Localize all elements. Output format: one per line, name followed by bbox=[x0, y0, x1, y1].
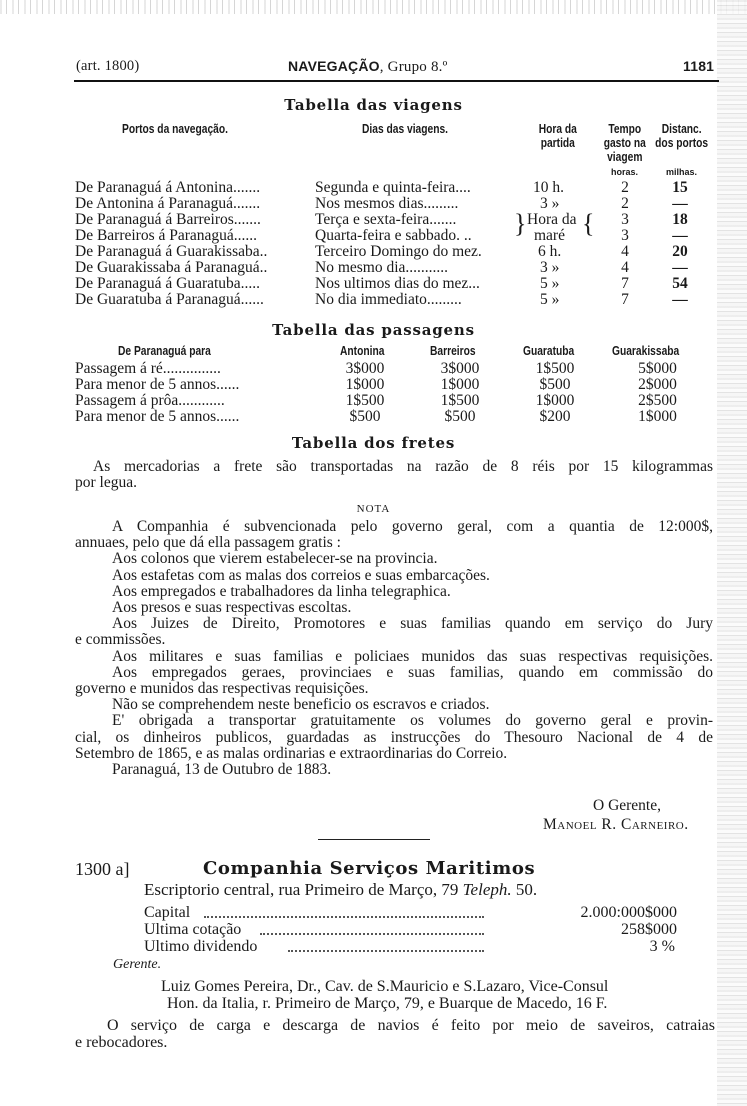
price: $500 bbox=[444, 408, 476, 425]
manager-line: Luiz Gomes Pereira, Dr., Cav. de S.Mauricio e S.Lazaro, Vice-Consul bbox=[161, 978, 609, 995]
nota-title: NOTA bbox=[356, 503, 391, 515]
porto: De Antonina á Paranaguá....... bbox=[75, 195, 261, 212]
nota-body bbox=[75, 519, 713, 778]
dias: Segunda e quinta-feira.... bbox=[315, 179, 471, 196]
hora: 5 » bbox=[540, 291, 560, 308]
text-line: Aos presos e suas respectivas escoltas. bbox=[112, 600, 352, 617]
tempo: 4 bbox=[621, 243, 629, 260]
hora: 5 » bbox=[540, 275, 560, 292]
scan-top-edge bbox=[0, 0, 747, 14]
price: 5$000 bbox=[638, 360, 677, 377]
tempo: 2 bbox=[621, 195, 629, 212]
text-line: Aos estafetas com as malas dos correios e suas embarcações. bbox=[112, 567, 490, 584]
row-label: Passagem á prôa............ bbox=[75, 392, 225, 409]
dist: 18 bbox=[672, 211, 688, 228]
office-address: Escriptorio central, rua Primeiro de Março, 79 bbox=[144, 880, 459, 899]
leader-dots bbox=[204, 916, 484, 918]
tempo: 7 bbox=[621, 291, 629, 308]
service-text bbox=[75, 1017, 715, 1051]
porto: De Paranaguá á Guaratuba..... bbox=[75, 275, 261, 292]
table-row bbox=[0, 360, 747, 376]
porto: De Paranaguá á Barreiros....... bbox=[75, 211, 261, 228]
price: $500 bbox=[539, 376, 571, 393]
table-row bbox=[0, 376, 747, 392]
tempo: 7 bbox=[621, 275, 629, 292]
price: 1$500 bbox=[440, 392, 480, 409]
hora: 3 » bbox=[540, 259, 560, 276]
text-line: annuaes, pelo que dá ella passagem gratis : bbox=[75, 535, 341, 552]
dist: — bbox=[672, 291, 688, 308]
text-line: e commissões. bbox=[75, 632, 166, 649]
price: 1$000 bbox=[345, 376, 385, 393]
header-rule bbox=[74, 80, 719, 82]
price: 1$500 bbox=[345, 392, 385, 409]
dias: Nos mesmos dias......... bbox=[315, 195, 459, 212]
fin-label: Capital bbox=[144, 904, 191, 921]
price: 3$000 bbox=[345, 360, 385, 377]
fin-value: 3 % bbox=[649, 938, 675, 955]
price: 1$000 bbox=[535, 392, 575, 409]
dist: — bbox=[672, 259, 688, 276]
col-portos: Portos da navegação. bbox=[122, 122, 228, 136]
dias: Quarta-feira e sabbado. .. bbox=[315, 227, 472, 244]
text-line: O serviço de carga e descarga de navios é feito por meio de saveiros, catraias bbox=[107, 1017, 715, 1034]
fin-label: Ultima cotação bbox=[144, 921, 242, 938]
table-row bbox=[0, 408, 747, 424]
passagens-title: Tabella das passagens bbox=[272, 321, 475, 339]
col-tempo-unit: horas. bbox=[611, 167, 639, 177]
dias: No dia immediato......... bbox=[315, 291, 462, 308]
section-divider bbox=[318, 839, 430, 840]
porto: De Paranaguá á Antonina....... bbox=[75, 179, 261, 196]
col-guaratuba: Guaratuba bbox=[523, 344, 575, 358]
teleph-number: 50. bbox=[515, 880, 538, 899]
row-label: Para menor de 5 annos...... bbox=[75, 376, 240, 393]
hora: Hora da bbox=[527, 211, 577, 228]
brace-left-icon: } bbox=[514, 209, 527, 238]
text-line: e rebocadores. bbox=[75, 1034, 168, 1051]
text-line: cial, os dinheiros publicos, guardadas as instrucções do Thesouro Nacional de 4 de bbox=[75, 729, 713, 746]
price: 1$000 bbox=[440, 376, 480, 393]
text-line: por legua. bbox=[75, 475, 137, 492]
col-guarakissaba: Guarakissaba bbox=[612, 344, 680, 358]
text-line: Aos militares e suas familias e policiaes munidos das suas respectivas requisições. bbox=[112, 648, 713, 665]
brace-right-icon: { bbox=[582, 209, 595, 238]
col-tempo: Tempo gasto na viagem bbox=[603, 122, 646, 164]
porto: De Barreiros á Paranaguá...... bbox=[75, 227, 258, 244]
price: 2$000 bbox=[638, 376, 677, 393]
manager-line: Hon. da Italia, r. Primeiro de Março, 79, e Buarque de Macedo, 16 F. bbox=[167, 995, 608, 1012]
text-line: Aos colonos que vierem estabelecer-se na provincia. bbox=[112, 551, 438, 568]
price: $200 bbox=[539, 408, 571, 425]
fretes-text bbox=[75, 459, 713, 491]
text-line: Aos empregados geraes, provinciaes e suas familias, quando em commissão do bbox=[112, 664, 713, 681]
text-line: Não se comprehendem neste beneficio os escravos e criados. bbox=[112, 697, 490, 714]
leader-dots bbox=[260, 933, 484, 935]
dist: 15 bbox=[672, 179, 688, 196]
hora: 6 h. bbox=[538, 243, 562, 260]
tempo: 3 bbox=[621, 211, 629, 228]
text-line: Paranaguá, 13 de Outubro de 1883. bbox=[112, 762, 332, 779]
article-ref: (art. 1800) bbox=[76, 58, 140, 74]
tempo: 2 bbox=[621, 179, 629, 196]
fin-value: 2.000:000$000 bbox=[580, 904, 677, 921]
col-barreiros: Barreiros bbox=[430, 344, 476, 358]
table-row bbox=[0, 243, 747, 259]
table-row bbox=[0, 195, 747, 211]
price: 1$500 bbox=[535, 360, 575, 377]
hora: 3 » bbox=[540, 195, 560, 212]
table-row bbox=[0, 179, 747, 195]
col-dias: Dias das viagens. bbox=[362, 122, 449, 136]
row-label: Para menor de 5 annos...... bbox=[75, 408, 240, 425]
text-line: E' obrigada a transportar gratuitamente os volumes do governo geral e provin- bbox=[112, 713, 713, 730]
price: 1$000 bbox=[638, 408, 677, 425]
company-office bbox=[144, 880, 537, 900]
viagens-title: Tabella das viagens bbox=[284, 96, 463, 114]
col-hora: Hora da partida bbox=[538, 122, 577, 150]
text-line: Aos empregados e trabalhadores da linha telegraphica. bbox=[112, 583, 451, 600]
porto: De Guaratuba á Paranaguá...... bbox=[75, 291, 264, 308]
porto: De Paranaguá á Guarakissaba.. bbox=[75, 243, 268, 260]
section-title: NAVEGAÇÃO bbox=[288, 58, 380, 74]
dias: Terça e sexta-feira....... bbox=[315, 211, 457, 228]
col-dist-unit: milhas. bbox=[666, 167, 698, 177]
dist: — bbox=[672, 227, 688, 244]
table-row bbox=[0, 227, 747, 243]
fin-value: 258$000 bbox=[621, 921, 677, 938]
fretes-title: Tabella dos fretes bbox=[291, 434, 456, 452]
price: 3$000 bbox=[440, 360, 480, 377]
article-number: 1300 a] bbox=[75, 859, 130, 879]
table-row bbox=[0, 259, 747, 275]
signoff: O Gerente, bbox=[593, 797, 661, 814]
table-row bbox=[0, 291, 747, 307]
tempo: 4 bbox=[621, 259, 629, 276]
text-line: Aos Juizes de Direito, Promotores e suas familias quando em serviço do Jury bbox=[112, 616, 713, 633]
manager-label: Gerente. bbox=[113, 957, 162, 972]
dist: 20 bbox=[672, 243, 688, 260]
text-line: Setembro de 1865, e as malas ordinarias e extraordinarias do Correio. bbox=[75, 745, 508, 762]
tempo: 3 bbox=[621, 227, 629, 244]
col-dist: Distanc. dos portos bbox=[655, 122, 709, 150]
text-line: governo e munidos das respectivas requisições. bbox=[75, 681, 369, 698]
section-group: , Grupo 8.º bbox=[379, 59, 448, 75]
page-number: 1181 bbox=[683, 58, 715, 74]
table-row bbox=[0, 392, 747, 408]
running-title bbox=[288, 58, 447, 76]
porto: De Guarakissaba á Paranaguá.. bbox=[75, 259, 268, 276]
col-origem: De Paranaguá para bbox=[118, 344, 211, 358]
text-line: A Companhia é subvencionada pelo governo geral, com a quantia de 12:000$, bbox=[112, 519, 713, 535]
hora: maré bbox=[534, 227, 565, 244]
dias: Nos ultimos dias do mez... bbox=[315, 275, 480, 292]
table-row bbox=[0, 275, 747, 291]
scan-right-edge bbox=[717, 0, 747, 1106]
fin-label: Ultimo dividendo bbox=[144, 938, 258, 955]
teleph-label: Teleph. bbox=[462, 880, 512, 899]
dist: — bbox=[672, 195, 688, 212]
company-name: Companhia Serviços Maritimos bbox=[203, 858, 536, 879]
dist: 54 bbox=[672, 275, 688, 292]
price: $500 bbox=[349, 408, 381, 425]
text-line: As mercadorias a frete são transportadas na razão de 8 réis por 15 kilogrammas bbox=[93, 459, 713, 475]
leader-dots bbox=[288, 950, 484, 952]
row-label: Passagem á ré............... bbox=[75, 360, 221, 377]
passagens-header-row bbox=[0, 344, 747, 360]
signature: Manoel R. Carneiro. bbox=[543, 816, 689, 833]
hora: 10 h. bbox=[533, 179, 564, 196]
dias: No mesmo dia........... bbox=[315, 259, 449, 276]
dias: Terceiro Domingo do mez. bbox=[315, 243, 482, 260]
col-antonina: Antonina bbox=[340, 344, 385, 358]
price: 2$500 bbox=[638, 392, 677, 409]
